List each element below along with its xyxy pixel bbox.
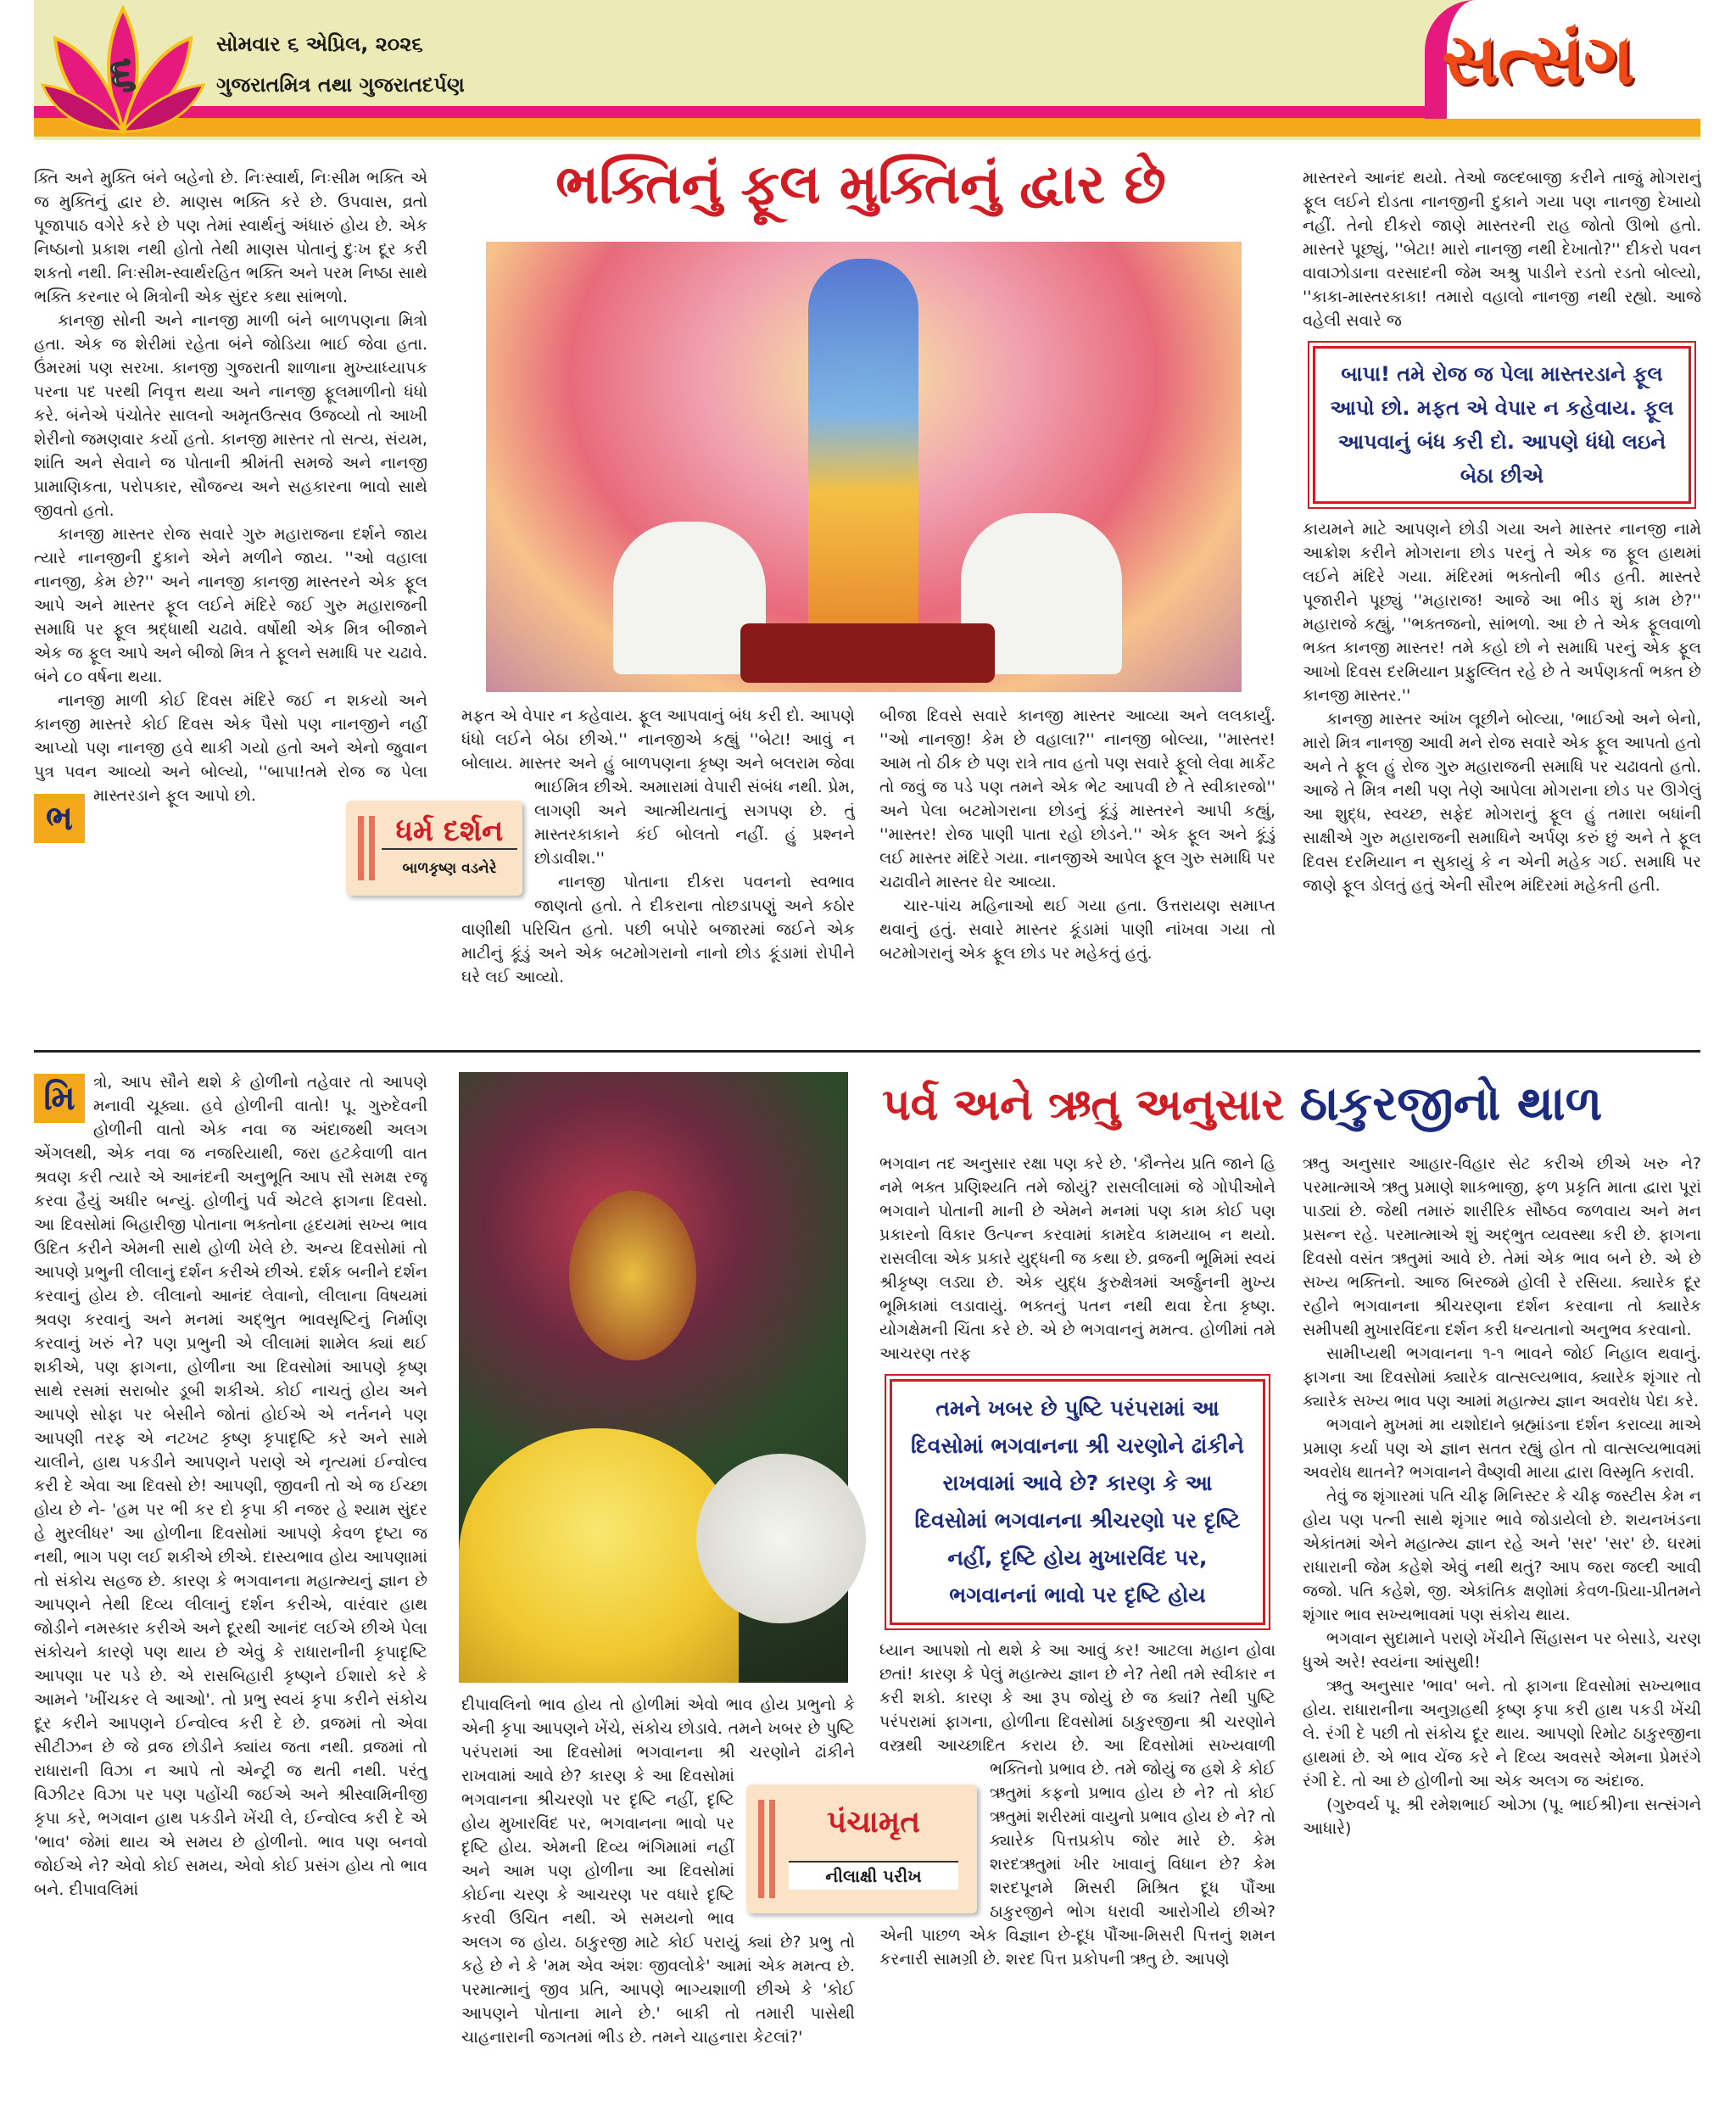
- paragraph: માસ્તરને આનંદ થયો. તેઓ જલ્દબાજી કરીને તાજું મોગરાનું ફૂલ લઈને દોડતા નાનજીની દુકાને ગયા પણ નાનજી દેખાયો નહીં. તેનો દીકરો જાણે માસ્તરની રાહ જોતો ઊભો હતો. માસ્તરે પૂછ્યું, ''બેટા! મારો નાનજી નથી દેખાતો?'' દીકરો પવન વાવાઝોડાના વરસાદની જેમ અશ્રુ પાડીને રડતો રડતો બોલ્યો, ''કાકા-માસ્તરકાકા! તમારો વહાલો નાનજી નથી રહ્યો. આજે વહેલી સવારે જ: [1303, 169, 1701, 330]
- paragraph: કાયમને માટે આપણને છોડી ગયા અને માસ્તર નાનજી નામે આક્રોશ કરીને મોગરાના છોડ પરનું તે એક જ ફૂલ હાથમાં લઈને મંદિરે ગયા. મંદિરમાં ભક્તોની ભીડ હતી. માસ્તરે પૂજારીને પૂછ્યું ''મહારાજ! આજે આ ભીડ શું કામ છે?'' મહારાજે કહ્યું, ''ભક્તજનો, સાંભળો. આ છે તે એક ફૂલવાળો ભક્ત કાનજી માસ્તર! તમે કહો છો ને સમાધિ પરનું એક ફૂલ આખો દિવસ દરમિયાન પ્રફુલ્લિત રહે છે તે અર્પણકર્તા ભક્ત છે કાનજી માસ્તર.'': [1303, 520, 1701, 705]
- column-title: પંચામૃત: [826, 1805, 921, 1840]
- publication-name: ગુજરાતમિત્ર તથા ગુજરાતદર્પણ: [216, 73, 465, 97]
- section-logo: સત્સંગ: [1442, 19, 1634, 100]
- issue-date: સોમવાર ૬ એપ્રિલ, ૨૦૨૬: [216, 32, 423, 56]
- headline-navy-part: ઠાકુરજીનો થાળ: [1299, 1076, 1603, 1131]
- paragraph: સામીપ્યથી ભગવાનના ૧-૧ ભાવને જોઈ નિહાલ થવાનું. ફાગના આ દિવસોમાં ક્યારેક વાત્સલ્યભાવ, ક્યારેક શૃંગાર તો ક્યારેક સખ્ય ભાવ પણ આમાં મહાત્મ્ય જ્ઞાન અવરોધ પેદા કરે.: [1303, 1344, 1701, 1410]
- paragraph: દીપાવલિનો ભાવ હોય તો હોળીમાં એવો ભાવ હોય પ્રભુનો કે એની કૃપા આપણને ખેંચે, સંકોચ છોડાવે. તમને ખબર છે પુષ્ટિ પરંપરામાં આ દિવસોમાં ભગવાનના શ્રી ચરણોને ઢાંકીને રાખવામાં આવે છે? કારણ કે આ દિવસોમાં ભગવાનના શ્રીચરણો પર દૃષ્ટિ નહીં, દૃષ્ટિ હોય મુખારવિંદ પર, ભગવાનના ભાવો પર દૃષ્ટિ હોય. એમની દિવ્ય ભંગિમામાં નહીં અને આમ પણ હોળીના આ દિવસોમાં કોઈના ચરણ કે આચરણ પર વધારે દૃષ્ટિ કરવી ઉચિત નથી. એ સમયનો ભાવ અલગ જ હોય. ઠાકુરજી માટે કોઈ પરાયું ક્યાં છે? પ્રભુ તો કહે છે ને કે 'મમ એવ અંશઃ જીવલોકે' આમાં એક મમત્વ છે. પરમાત્માનું જીવ પ્રતિ, આપણે ભાગ્યશાળી છીએ કે 'કોઈ આપણને પોતાના માને છે.' બાકી તો તમારી પાસેથી ચાહનારાની જગતમાં ભીડ છે. તમને ચાહનારા કેટલાં?': [461, 1695, 855, 2047]
- column-tag-panchamrut: [746, 1785, 977, 1913]
- article1-pull-quote: બાપા! તમે રોજ જ પેલા માસ્તરડાને ફૂલ આપો છો. મફત એ વેપાર ન કહેવાય. ફૂલ આપવાનું બંધ કરી દો. આપણે ધંધો લઇને બેઠા છીએ: [1313, 346, 1691, 504]
- column-author: નીલાક્ષી પરીખ: [789, 1861, 958, 1890]
- paragraph: ધ્યાન આપશો તો થશે કે આ આવું કર! આટલા મહાન હોવા છતાં! કારણ કે પેલું મહાત્મ્ય જ્ઞાન છે ને? તેથી તમે સ્વીકાર ન કરી શકો. કારણ કે આ રૂપ જોયું છે જ ક્યાં? તેથી પુષ્ટિ પરંપરામાં ફાગના, હોળીના દિવસોમાં ઠાકુરજીના શ્રી ચરણોને વસ્ત્રથી આચ્છાદિત કરાય છે. આ દિવસોમાં સખ્યવાળી ભક્તિનો પ્રભાવ છે. તમે જોયું જ હશે કે કોઈ ઋતુમાં કફનો પ્રભાવ હોય છે ને? તો કોઈ ઋતુમાં શરીરમાં વાયુનો પ્રભાવ હોય છે ને? તો ક્યારેક પિત્તપ્રકોપ જોર મારે છે. કેમ શરદઋતુમાં ખીર ખાવાનું વિધાન છે? કેમ શરદપૂનમે મિસરી મિશ્રિત દૂધ પૌંઆ ઠાકુરજીને ભોગ ધરાવી આરોગીયે છીએ? એની પાછળ એક વિજ્ઞાન છે-દૂધ પૌંઆ-મિસરી પિત્તનું શમન કરનારી સામગ્રી છે. શરદ પિત્ત પ્રકોપની ઋતુ છે. આપણે: [879, 1641, 1275, 1969]
- section-divider: [34, 1050, 1700, 1053]
- article1-headline: ભક્તિનું ફૂલ મુક્તિનું દ્વાર છે: [555, 154, 1166, 216]
- source-credit: (ગુરુવર્ય પૂ. શ્રી રમેશભાઈ ઓઝા (પૂ. ભાઈશ્રી)ના સત્સંગને આધારે): [1303, 1796, 1701, 1838]
- paragraph: ભગવાન સુદામાને પરાણે ખેંચીને સિંહાસન પર બેસાડે, ચરણ ધુએ અરે! સ્વયંના આંસુથી!: [1303, 1629, 1701, 1672]
- paragraph: ત્રો, આપ સૌને થશે કે હોળીનો તહેવાર તો આપણે મનાવી ચૂક્યા. હવે હોળીની વાતો! પૂ. ગુરુદેવની હોળીની વાતો એક નવા જ અંદાજથી અલગ એંગલથી, એક નવા જ નજરિયાથી, જરા હટકેવાળી વાત શ્રવણ કરી ત્યારે એ આનંદની અનુભૂતિ આપ સૌ સમક્ષ રજૂ કરવા હૈયું અધીર બન્યું. હોળીનું પર્વ એટલે ફાગના દિવસો. આ દિવસોમાં બિહારીજી પોતાના ભક્તોના હૃદયમાં સખ્ય ભાવ ઉદિત કરીને એમની સાથે હોળી ખેલે છે. અન્ય દિવસોમાં તો આપણે પ્રભુની લીલાનું દર્શન કરીએ છીએ. દર્શક બનીને દર્શન કરવાનું હોય છે. લીલાનો આનંદ લેવાનો, લીલાના વિષયમાં શ્રવણ કરવાનું અને મનમાં અદ્‌ભુત ભાવસૃષ્ટિનું નિર્માણ કરવાનું ખરું ને? પણ પ્રભુની એ લીલામાં શામેલ ક્યાં થઈ શકીએ, પણ ફાગના, હોળીના આ દિવસોમાં આપણે કૃષ્ણ સાથે રસમાં સરાબોર ડૂબી શકીએ. કોઈ નાચતું હોય અને આપણે સોફા પર બેસીને જોતાં હોઈએ એ નર્તનને પણ આપણી તરફ એ નટખટ કૃષ્ણ કૃપાદૃષ્ટિ કરે અને સામે ચાલીને, હાથ પકડીને આપણને પરાણે એ નૃત્યમાં ઈન્વોલ્વ કરી દે એવા આ દિવસો છે! આપણી, જીવની તો એ જ ઈચ્છા હોય છે ને- 'હમ પર ભી કર દો કૃપા કી નજર હે શ્યામ સુંદર હે મુરલીધર' આ હોળીના દિવસોમાં આપણે કેવળ દૃષ્ટા જ નથી, ભાગ પણ લઈ શકીએ છીએ. દાસ્યભાવ હોય આપણામાં તો સંકોચ સહજ છે. કારણ કે ભગવાનના મહાત્મ્યનું જ્ઞાન છે આપણને તેથી દિવ્ય લીલાનું દર્શન કરીએ, વારંવાર હાથ જોડીને નમસ્કાર કરીએ અને દૂરથી આનંદ લઈએ છીએ પેલા સંકોચને કારણે પણ થાય છે એવું કે રાધારાનીની કૃપાદૃષ્ટિ આપણા પર પડે છે. એ રાસબિહારી કૃષ્ણને ઈશારો કરે કે આમને 'ખીંચકર લે આઓ'. તો પ્રભુ સ્વયં કૃપા કરીને સંકોચ દૂર કરીને આપણને ઈન્વોલ્વ કરી દે છે. વ્રજમાં તો એવા સીટીઝન છે જે વ્રજ છોડીને ક્યાંય જતા નથી. વ્રજમાં તો રાધારાની વિઝા ન આપે તો એન્ટ્રી જ થતી નથી. પરંતુ વિઝીટર વિઝા પર પણ પહોંચી જઈએ અને શ્રીસ્વામિનીજી કૃપા કરે, ભગવાન હાથ પકડીને ખેંચી લે, ઈન્વોલ્વ કરી દે એ 'ભાવ' જેમાં થાય એ સમય છે હોળીનો. ભાવ પણ બનવો જોઈએ ને? એવો કોઈ સમય, એવો કોઈ પ્રસંગ હોય તો ભાવ બને. દીપાવલિમાં: [34, 1073, 427, 1899]
- article2-column-1: [34, 1070, 427, 2119]
- paragraph: ભગવાને મુખમાં મા યશોદાને બ્રહ્માંડના દર્શન કરાવ્યા માએ પ્રમાણ કર્યા પણ એ જ્ઞાન સતત રહ્યું હોત તો વાત્સલ્યભાવમાં અવરોધ થાતને? ભગવાનને વૈષ્ણવી માયા દ્વારા વિસ્મૃતિ કરાવી.: [1303, 1416, 1701, 1482]
- article1-column-3: [879, 704, 1275, 1043]
- paragraph: ક્તિ અને મુક્તિ બંને બહેનો છે. નિઃસ્વાર્થ, નિઃસીમ ભક્તિ એ જ મુક્તિનું દ્વાર છે. માણસ ભક્તિ કરે છે. ઉપવાસ, વ્રતો પૂજાપાઠ વગેરે કરે છે પણ તેમાં સ્વાર્થનું અંધારું હોય છે. એક નિષ્ઠાનો પ્રકાશ નથી હોતો તેથી માણસ પોતાનું દુઃખ દૂર કરી શકતો નથી. નિઃસીમ-સ્વાર્થરહિત ભક્તિ અને પરમ નિષ્ઠા સાથે ભક્તિ કરનાર બે મિત્રોની એક સુંદર કથા સાંભળો.: [34, 169, 427, 306]
- article2-headline: [882, 1074, 1700, 1136]
- paragraph: ઋતુ અનુસાર 'ભાવ' બને. તો ફાગના દિવસોમાં સખ્યભાવ હોય. રાધારાનીના અનુગ્રહથી કૃષ્ણ કૃપા કરી હાથ પકડી ખેંચી લે. રંગી દે પછી તો સંકોચ દૂર થાય. આપણો રિમોટ ઠાકુરજીના હાથમાં છે. એ ભાવ ચેંજ કરે ને દિવ્ય અવસરે એમના પ્રેમરંગે રંગી દે. તો આ છે હોળીનો આ એક અલગ જ અંદાજ.: [1303, 1677, 1701, 1790]
- paragraph: મફત એ વેપાર ન કહેવાય. ફૂલ આપવાનું બંધ કરી દો. આપણે ધંધો લઈને બેઠા છીએ.'' નાનજીએ કહ્યું ''બેટા! આવું ન બોલાય. માસ્તર અને હું બાળપણના કૃષ્ણ અને બલરામ જેવા ભાઈમિત્ર છીએ. અમારામાં વેપારી સંબંધ નથી. પ્રેમ, લાગણી અને આત્મીયતાનું સગપણ છે. તું માસ્તરકાકાને કંઈ બોલતો નહીં. હું પ્રશ્નને છોડાવીશ.'': [461, 707, 855, 868]
- column-tag-dharma-darshan: [346, 801, 522, 896]
- paragraph: કાનજી માસ્તર આંખ લૂછીને બોલ્યા, 'ભાઈઓ અને બેનો, મારો મિત્ર નાનજી આવી મને રોજ સવારે એક ફૂલ આપતો હતો અને તે ફૂલ હું રોજ ગુરુ મહારાજની સમાધિ પર ચઢાવતો હતો. આજે તે મિત્ર નથી પણ તેણે આપેલા મોગરાના છોડ પર ઊગેલું આ શુદ્ધ, સ્વચ્છ, સફેદ મોગરાનું ફૂલ હું તમારા બધાંની સાક્ષીએ ગુરુ મહારાજની સમાધિને અર્પણ કરું છું અને તે ફૂલ દિવસ દરમિયાન ન સુકાયું કે ન એની મહેક ગઈ. સમાધિ પર જાણે ફૂલ ડોલતું હતું એની સૌરભ મંદિરમાં મહેકતી હતી.: [1303, 710, 1701, 895]
- paragraph: ઋતુ અનુસાર આહાર-વિહાર સેટ કરીએ છીએ ખરુ ને? પરમાત્માએ ઋતુ પ્રમાણે શાકભાજી, ફળ પ્રકૃતિ માતા દ્વારા પૂરાં પાડ્યાં છે. જેથી તમારું શારીરિક સૌષ્ઠવ જળવાય અને મન પ્રસન્ન રહે. પરમાત્માએ શું અદ્‌ભુત વ્યવસ્થા કરી છે. ફાગના દિવસો વસંત ઋતુમાં આવે છે. તેમાં એક ભાવ બને છે. એ છે સખ્ય ભક્તિનો. આજ બિરજમે હોલી રે રસિયા. ક્યારેક દૂર રહીને ભગવાનના શ્રીચરણના દર્શન કરવાના તો ક્યારેક સમીપથી મુખારવિંદના દર્શન કરી ધન્યતાનો અનુભવ કરવાનો.: [1303, 1154, 1701, 1339]
- paragraph: કાનજી માસ્તર રોજ સવારે ગુરુ મહારાજના દર્શને જાય ત્યારે નાનજીની દુકાને એને મળીને જાય. ''ઓ વહાલા નાનજી, કેમ છે?'' અને નાનજી કાનજી માસ્તરને એક ફૂલ આપે અને માસ્તર ફૂલ લઈને મંદિરે જઈ ગુરુ મહારાજની સમાધિ પર ફૂલ શ્રદ્ધાથી ચઢાવે. વર્ષોથી એક મિત્ર બીજાને એક જ ફૂલ આપે અને બીજો મિત્ર તે ફૂલને સમાધિ પર ચઢાવે. બંને ૮૦ વર્ષના થયા.: [34, 525, 427, 686]
- paragraph: ભગવાન તદ અનુસાર રક્ષા પણ કરે છે. 'કૌન્તેય પ્રતિ જાને હિ નમે ભક્ત પ્રણિશ્યતિ તમે જોયું? રાસલીલામાં જે ગોપીઓને ભગવાને પોતાની માની છે એમને મનમાં પણ કામ કોઈ પણ પ્રકારનો વિકાર ઉત્પન્ન કરવામાં કામદેવ કામયાબ ન થયો. રાસલીલા એક પ્રકારે યુદ્ધની જ કથા છે. વ્રજની ભૂમિમાં સ્વયં શ્રીકૃષ્ણ લડ્યા છે. એક યુદ્ધ કુરુક્ષેત્રમાં અર્જુનની મુખ્ય ભૂમિકામાં લડાવાયું. ભક્તનું પતન નથી થવા દેતા કૃષ્ણ. યોગક્ષેમની ચિંતા કરે છે. એ છે ભગવાનનું મમત્વ. હોળીમાં તમે આચરણ તરફ: [879, 1154, 1275, 1363]
- column-title: ધર્મ દર્શન: [382, 814, 517, 850]
- article1-column-4: [1303, 166, 1701, 1040]
- article2-column-3: [879, 1152, 1275, 2119]
- thakorji-thal-photo: [459, 1072, 848, 1683]
- paragraph: કાનજી સોની અને નાનજી માળી બંને બાળપણના મિત્રો હતા. એક જ શેરીમાં રહેતા બંને જોડિયા ભાઈ જેવા હતા. ઉંમરમાં પણ સરખા. કાનજી ગુજરાતી શાળાના મુખ્યાધ્યાપક પરના પદ પરથી નિવૃત્ત થયા અને નાનજી ફૂલમાળીનો ધંધો કરે. બંનેએ પંચોતેર સાલનો અમૃતઉત્સવ ઉજવ્યો તો આખી શેરીનો જમણવાર કર્યો હતો. કાનજી માસ્તર તો સત્ય, સંયમ, શાંતિ અને સેવાને જ પોતાની શ્રીમંતી સમજે અને નાનજી પ્રામાણિકતા, પરોપકાર, સૌજન્ય અને સહકારના ભાવો સાથે જીવતો હતો.: [34, 311, 427, 520]
- dropcap: ભ: [34, 794, 85, 843]
- column-author: બાળકૃષ્ણ વડનેરે: [402, 860, 497, 877]
- lotus-page-number-icon: [38, 4, 208, 136]
- dropcap: મિ: [34, 1074, 85, 1123]
- paragraph: તેવું જ શૃંગારમાં પતિ ચીફ મિનિસ્ટર કે ચીફ જસ્ટીસ કેમ ન હોય પણ પત્ની સાથે શૃંગાર ભાવે જોડાયેલો છે. શયનખંડના એકાંતમાં એને મહાત્મ્ય જ્ઞાન રહે અને 'સર' 'સર' છે. ઘરમાં રાધારાની જેમ કહેશે એવું નથી થતું? આપ જરા જલ્દી આવી જજો. પતિ કહેશે, જી. એકાંતિક ક્ષણોમાં કેવળ-પ્રિયા-પ્રીતમને શૃંગાર ભાવ સખ્યભાવમાં પણ સંકોચ થાય.: [1303, 1487, 1701, 1624]
- page-number: ૬: [109, 46, 137, 101]
- krishna-worship-photo: [486, 242, 1242, 692]
- paragraph: નાનજી માળી કોઈ દિવસ મંદિરે જઈ ન શકયો અને કાનજી માસ્તરે કોઈ દિવસ એક પૈસો પણ નાનજીને નહીં આપ્યો પણ નાનજી હવે થાકી ગયો હતો અને એનો જુવાન પુત્ર પવન આવ્યો અને બોલ્યો, ''બાપા!તમે રોજ જ પેલા માસ્તરડાને ફૂલ આપો છો.: [34, 691, 427, 805]
- headline-red-part: પર્વ અને ઋતુ અનુસાર: [882, 1080, 1285, 1131]
- paragraph: બીજા દિવસે સવારે કાનજી માસ્તર આવ્યા અને લલકાર્યું. ''ઓ નાનજી! કેમ છે વહાલા?'' નાનજી બોલ્યા, ''માસ્તર! આમ તો ઠીક છે પણ રાત્રે તાવ હતો પણ સવારે ફૂલો લેવા માર્કેટ તો જવું જ પડે પણ તમને એક ભેટ આપવી છે તે સ્વીકારજો'' અને પેલા બટમોગરાના છોડનું કૂંડું માસ્તરને આપી કહ્યું, ''માસ્તર! રોજ પાણી પાતા રહો છોડને.'' એક ફૂલ અને કૂંડું લઈ માસ્તર મંદિરે ગયા. નાનજીએ આપેલ ફૂલ ગુરુ સમાધિ પર ચઢાવીને માસ્તર ઘેર આવ્યા.: [879, 707, 1275, 891]
- masthead-orange-band: [34, 118, 1700, 137]
- article2-column-4: [1303, 1152, 1701, 2119]
- article1-column-1: [34, 166, 427, 1040]
- paragraph: ચાર-પાંચ મહિનાઓ થઈ ગયા હતા. ઉત્તરાયણ સમાપ્ત થવાનું હતું. સવારે માસ્તર કૂંડામાં પાણી નાંખવા ગયા તો બટમોગરાનું એક ફૂલ છોડ પર મહેકતું હતું.: [879, 896, 1275, 963]
- paragraph: નાનજી પોતાના દીકરા પવનનો સ્વભાવ જાણતો હતો. તે દીકરાના તોછડાપણું અને કઠોર વાણીથી પરિચિત હતો. પછી બપોરે બજારમાં જઈને એક માટીનું કૂંડું અને એક બટમોગરાનો નાનો છોડ કૂંડામાં રોપીને ઘરે લઈ આવ્યો.: [461, 873, 855, 986]
- article2-pull-quote: તમને ખબર છે પુષ્ટિ પરંપરામાં આ દિવસોમાં ભગવાનના શ્રી ચરણોને ઢાંકીને રાખવામાં આવે છે? કારણ કે આ દિવસોમાં ભગવાનના શ્રીચરણો પર દૃષ્ટિ નહીં, દૃષ્ટિ હોય મુખારવિંદ પર, ભગવાનનાં ભાવો પર દૃષ્ટિ હોય: [890, 1379, 1265, 1625]
